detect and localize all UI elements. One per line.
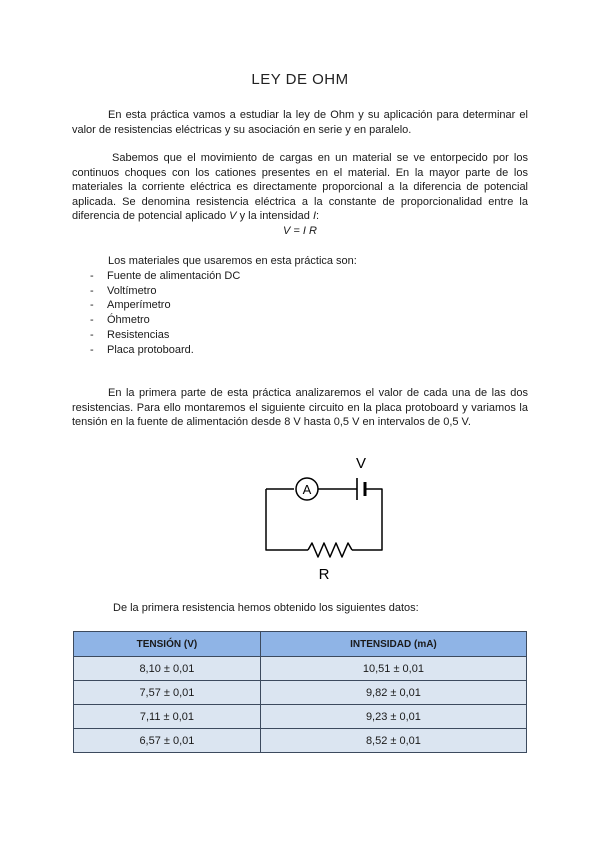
page-title: LEY DE OHM [251,71,349,88]
list-bullet: - [90,299,94,312]
voltage-variable: V [229,210,237,223]
table-row [74,729,527,753]
current-variable: I [312,210,317,223]
table-cell: 9,82 ± 0,01 [260,681,526,705]
theory-paragraph [72,151,528,224]
table-header-row [74,632,527,657]
list-item [90,284,240,299]
list-item [90,313,240,328]
circuit-diagram [258,452,390,586]
resistor-symbol [308,543,352,557]
materials-intro: Los materiales que usaremos en esta práctica son: [108,255,357,267]
list-bullet: - [90,343,94,356]
list-item-label: Óhmetro [107,314,150,327]
materials-list [90,269,240,357]
list-item-label: Amperímetro [107,299,171,312]
voltage-label: V [355,455,367,472]
ammeter-label: A [302,482,312,497]
theory-text-middle: y la intensidad [236,210,313,223]
data-intro: De la primera resistencia hemos obtenido los siguientes datos: [113,602,419,614]
data-table [73,631,527,753]
table-row [74,681,527,705]
list-item [90,269,240,284]
procedure-paragraph: En la primera parte de esta práctica analizaremos el valor de cada una de las dos resistencias. Para ello montaremos el siguiente circuito en la placa protoboard y variamos la tensión en la fuente de alimentación desde 8 V hasta 0,5 V en intervalos de 0,5 V. [72,387,528,429]
resistor-label: R [318,566,330,583]
table-cell: 8,10 ± 0,01 [74,657,261,681]
table-cell: 10,51 ± 0,01 [260,657,526,681]
theory-text-end: : [316,210,320,223]
list-item [90,343,240,358]
table-cell: 8,52 ± 0,01 [260,729,526,753]
list-item [90,328,240,343]
table-cell: 6,57 ± 0,01 [74,729,261,753]
table-cell: 9,23 ± 0,01 [260,705,526,729]
table-cell: 7,57 ± 0,01 [74,681,261,705]
list-item-label: Voltímetro [107,284,157,297]
column-header-voltage: TENSIÓN (V) [74,632,261,657]
list-bullet: - [90,284,94,297]
ohm-law-formula: V = I R [283,225,317,237]
list-bullet: - [90,270,94,282]
table-row [74,657,527,681]
list-item-label: Fuente de alimentación DC [107,270,241,282]
list-item-label: Placa protoboard. [107,343,194,356]
table-row [74,705,527,729]
theory-text: Sabemos que el movimiento de cargas en un material se ve entorpecido por los continuos choques con los cationes presentes en el material. En la mayor parte de los materiales la corriente eléctrica es directamente proporcional a la diferencia de potencial aplicada. Se denomina resistencia eléctrica a la constante de proporcionalidad entre la diferencia de potencial aplicado [72,152,528,223]
list-item [90,298,240,313]
list-item-label: Resistencias [107,328,170,341]
column-header-current: INTENSIDAD (mA) [260,632,526,657]
list-bullet: - [90,314,94,327]
intro-paragraph: En esta práctica vamos a estudiar la ley de Ohm y su aplicación para determinar el valor de resistencias eléctricas y su asociación en serie y en paralelo. [72,109,528,136]
list-bullet: - [90,328,94,341]
table-cell: 7,11 ± 0,01 [74,705,261,729]
